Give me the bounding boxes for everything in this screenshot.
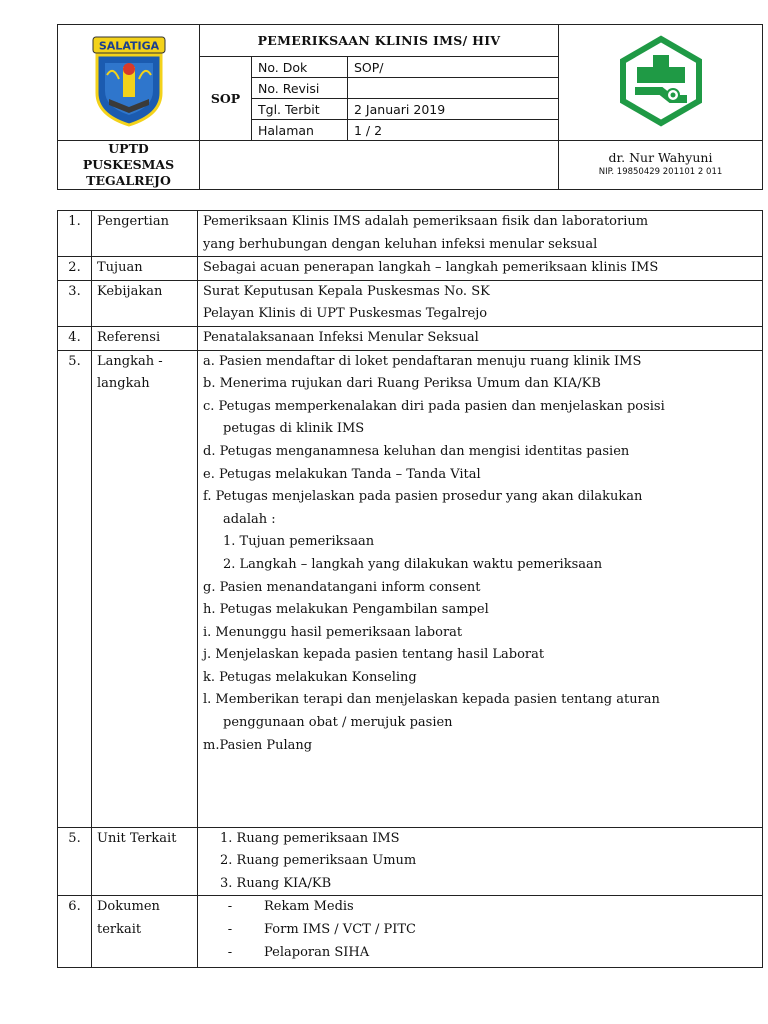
row-label: Pengertian [92,211,198,257]
step-f-sub-2: 2. Langkah – langkah yang dilakukan waktu pemeriksaan [223,556,603,572]
list-item [220,942,757,965]
signer-block [559,141,763,190]
step-a: a. Pasien mendaftar di loket pendaftaran menuju ruang klinik IMS [203,353,642,369]
row-content: Sebagai acuan penerapan langkah – langkah pemeriksaan klinis IMS [198,257,763,281]
table-row [58,896,763,968]
step-j: j. Menjelaskan kepada pasien tentang hasil Laborat [203,647,545,663]
org-line-3: TEGALREJO [86,173,171,188]
list-item: 1. Ruang pemeriksaan IMS [220,830,400,846]
step-i: i. Menunggu hasil pemeriksaan laborat [203,624,463,640]
meta-value-no-revisi [348,78,559,99]
label-line: Dokumen [97,899,160,915]
row-label: Unit Terkait [92,827,198,896]
row-label [92,350,198,827]
step-f-sub-1: 1. Tujuan pemeriksaan [223,534,375,550]
organization-name [58,141,200,190]
step-h: h. Petugas melakukan Pengambilan sampel [203,602,489,618]
list-item [220,896,757,919]
meta-value-tgl-terbit: 2 Januari 2019 [348,99,559,120]
step-l: l. Memberikan terapi dan menjelaskan kepada pasien tentang aturan [203,692,660,708]
step-f: f. Petugas menjelaskan pada pasien prosedur yang akan dilakukan [203,489,643,505]
step-g: g. Pasien menandatangani inform consent [203,579,481,595]
row-content [198,350,763,827]
row-label: Referensi [92,326,198,350]
row-number: 5. [58,827,92,896]
header-table [57,24,763,190]
list-item-text: Rekam Medis [264,899,354,915]
list-item-text: Form IMS / VCT / PITC [264,921,416,937]
step-b: b. Menerima rujukan dari Ruang Periksa Umum dan KIA/KB [203,376,601,392]
row-number: 6. [58,896,92,968]
table-row [58,827,763,896]
row-content [198,827,763,896]
row-label [92,896,198,968]
meta-key-no-revisi: No. Revisi [252,78,348,99]
org-line-1: UPTD [108,141,149,156]
row-content [198,211,763,257]
blank-cell [200,141,559,190]
label-line: Langkah - [97,353,163,369]
table-row [58,211,763,257]
row-content [198,896,763,968]
step-f-continued: adalah : [223,511,276,527]
salatiga-logo-icon [89,35,169,127]
row-number: 1. [58,211,92,257]
table-row [58,280,763,326]
meta-key-halaman: Halaman [252,120,348,141]
step-d: d. Petugas menganamnesa keluhan dan mengisi identitas pasien [203,443,630,459]
meta-value-halaman: 1 / 2 [348,120,559,141]
list-item: 3. Ruang KIA/KB [220,875,332,891]
content-line: yang berhubungan dengan keluhan infeksi menular seksual [203,236,598,252]
row-number: 2. [58,257,92,281]
meta-value-no-dok: SOP/ [348,57,559,78]
signer-nip: NIP. 19850429 201101 2 011 [598,167,723,177]
table-row [58,326,763,350]
meta-key-tgl-terbit: Tgl. Terbit [252,99,348,120]
row-number: 3. [58,280,92,326]
step-c-continued: petugas di klinik IMS [223,421,365,437]
svg-text:SALATIGA: SALATIGA [98,39,159,53]
content-line: Surat Keputusan Kepala Puskesmas No. SK [203,283,490,299]
step-k: k. Petugas melakukan Konseling [203,669,417,685]
table-row [58,257,763,281]
step-l-continued: penggunaan obat / merujuk pasien [223,715,453,731]
row-label: Kebijakan [92,280,198,326]
puskesmas-logo-icon [615,35,707,127]
step-c: c. Petugas memperkenalakan diri pada pasien dan menjelaskan posisi [203,398,665,414]
org-line-2: PUSKESMAS [82,157,175,172]
signer-name: dr. Nur Wahyuni [608,150,713,165]
puskesmas-logo-cell [559,25,763,141]
meta-key-no-dok: No. Dok [252,57,348,78]
row-number: 5. [58,350,92,827]
row-content [198,280,763,326]
row-content: Penatalaksanaan Infeksi Menular Seksual [198,326,763,350]
dash-bullet: - [227,899,233,915]
sop-label: SOP [200,57,252,141]
content-line: Pemeriksaan Klinis IMS adalah pemeriksaan fisik dan laboratorium [203,214,649,229]
content-line: Pelayan Klinis di UPT Puskesmas Tegalrejo [203,306,488,322]
dash-bullet: - [227,921,233,937]
step-m: m.Pasien Pulang [203,737,313,753]
row-label: Tujuan [92,257,198,281]
label-line: terkait [97,921,142,937]
dash-bullet: - [227,944,233,960]
salatiga-logo-cell [58,25,200,141]
sop-content-table [57,210,763,968]
label-line: langkah [97,376,150,392]
list-item [220,919,757,942]
list-item: 2. Ruang pemeriksaan Umum [220,853,417,869]
document-title: PEMERIKSAAN KLINIS IMS/ HIV [200,25,559,57]
table-row [58,350,763,827]
list-item-text: Pelaporan SIHA [264,944,370,960]
step-e: e. Petugas melakukan Tanda – Tanda Vital [203,466,481,482]
row-number: 4. [58,326,92,350]
